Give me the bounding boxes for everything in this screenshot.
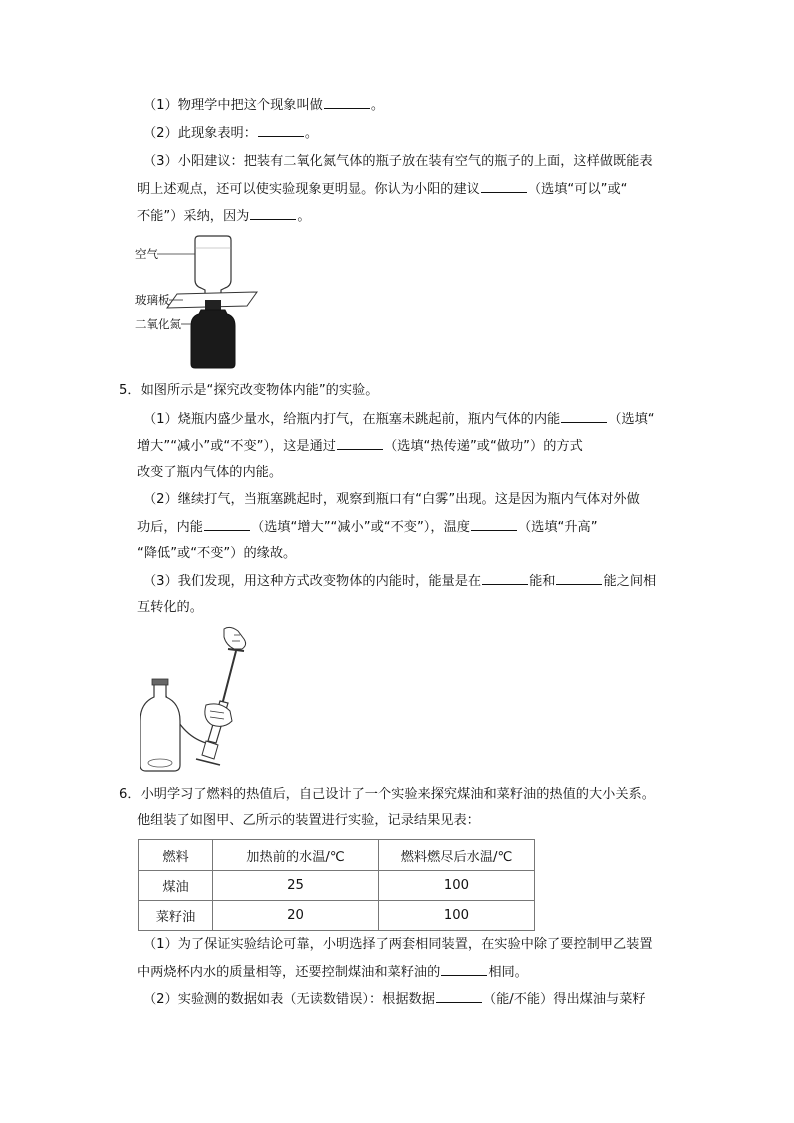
q5-part1-line1: （1）烧瓶内盛少量水，给瓶内打气，在瓶塞未跳起前，瓶内气体的内能 （选填“ bbox=[143, 409, 655, 430]
q5-part2-line1: （2）继续打气，当瓶塞跳起时，观察到瓶口有“白雾”出现。这是因为瓶内气体对外做 bbox=[143, 492, 640, 507]
label-glass: 玻璃板 bbox=[135, 293, 170, 307]
results-table bbox=[138, 839, 535, 931]
pump-flask-figure bbox=[140, 625, 270, 775]
hand-grip bbox=[205, 704, 232, 726]
q5-part3-line2: 互转化的。 bbox=[137, 600, 203, 615]
table-header-cell: 燃料燃尽后水温/℃ bbox=[379, 840, 535, 871]
q5-part1-line3: 改变了瓶内气体的内能。 bbox=[137, 465, 283, 480]
table-row bbox=[139, 871, 535, 901]
pump-foot bbox=[196, 759, 220, 765]
hand-top bbox=[224, 627, 246, 649]
air-bottle bbox=[195, 236, 231, 296]
water-in-flask bbox=[148, 759, 172, 767]
table-cell: 菜籽油 bbox=[139, 901, 213, 931]
q5-part2-line2: 功后，内能 （选填“增大”“减小”或“不变”），温度 （选填“升高” bbox=[137, 517, 598, 538]
label-air: 空气 bbox=[135, 247, 158, 261]
table-row bbox=[139, 901, 535, 931]
flask bbox=[140, 683, 180, 771]
q4-part3-line2: 明上述观点，还可以使实验现象更明显。你认为小阳的建议 （选填“可以”或“ bbox=[137, 179, 628, 200]
q5-part1-line2: 增大”“减小”或“不变”），这是通过 （选填“热传递”或“做功”）的方式 bbox=[137, 436, 583, 457]
q6-part1-line1: （1）为了保证实验结论可靠，小明选择了两套相同装置，在实验中除了要控制甲乙装置 bbox=[143, 937, 653, 952]
q6-part2-line1: （2）实验测的数据如表（无读数错误）：根据数据 （能/不能）得出煤油与菜籽 bbox=[143, 989, 646, 1010]
label-no2: 二氧化氮 bbox=[135, 317, 181, 331]
table-cell: 煤油 bbox=[139, 871, 213, 901]
answer-blank[interactable] bbox=[204, 517, 250, 531]
answer-blank[interactable] bbox=[481, 179, 527, 193]
q5-part2-line3: “降低”或“不变”）的缘故。 bbox=[137, 546, 297, 561]
table-cell: 25 bbox=[213, 871, 379, 901]
diffusion-bottles-figure bbox=[135, 232, 265, 372]
q6-part1-line2: 中两烧杯内水的质量相等，还要控制煤油和菜籽油的 相同。 bbox=[137, 962, 528, 983]
table-header-row bbox=[139, 840, 535, 871]
no2-bottle bbox=[191, 310, 235, 368]
answer-blank[interactable] bbox=[556, 571, 602, 585]
answer-blank[interactable] bbox=[441, 962, 487, 976]
answer-blank[interactable] bbox=[561, 409, 607, 423]
q4-part1: （1）物理学中把这个现象叫做 。 bbox=[143, 95, 384, 116]
flask-stopper bbox=[152, 679, 168, 685]
q4-part2: （2）此现象表明： 。 bbox=[143, 123, 318, 144]
q4-part3-line1: （3）小阳建议：把装有二氧化氮气体的瓶子放在装有空气的瓶子的上面，这样做既能表 bbox=[143, 154, 653, 169]
answer-blank[interactable] bbox=[471, 517, 517, 531]
answer-blank[interactable] bbox=[482, 571, 528, 585]
answer-blank[interactable] bbox=[250, 206, 296, 220]
no2-bottle-neck bbox=[205, 300, 221, 310]
table-header-cell: 燃料 bbox=[139, 840, 213, 871]
table-header-cell: 加热前的水温/℃ bbox=[213, 840, 379, 871]
q5-part3-line1: （3）我们发现，用这种方式改变物体的内能时，能量是在 能和 能之间相 bbox=[143, 571, 656, 592]
q5-title: 5．如图所示是“探究改变物体内能”的实验。 bbox=[119, 383, 379, 398]
q4-part3-line3: 不能”）采纳，因为 。 bbox=[137, 206, 311, 227]
answer-blank[interactable] bbox=[337, 436, 383, 450]
pump-base bbox=[202, 741, 218, 759]
pump-rod bbox=[222, 651, 236, 705]
q6-line2: 他组装了如图甲、乙所示的装置进行实验，记录结果见表： bbox=[137, 813, 480, 828]
table-cell: 20 bbox=[213, 901, 379, 931]
answer-blank[interactable] bbox=[324, 95, 370, 109]
table-cell: 100 bbox=[379, 901, 535, 931]
table-cell: 100 bbox=[379, 871, 535, 901]
q6-line1: 6．小明学习了燃料的热值后，自己设计了一个实验来探究煤油和菜籽油的热值的大小关系。 bbox=[119, 787, 655, 802]
answer-blank[interactable] bbox=[436, 989, 482, 1003]
answer-blank[interactable] bbox=[258, 123, 304, 137]
